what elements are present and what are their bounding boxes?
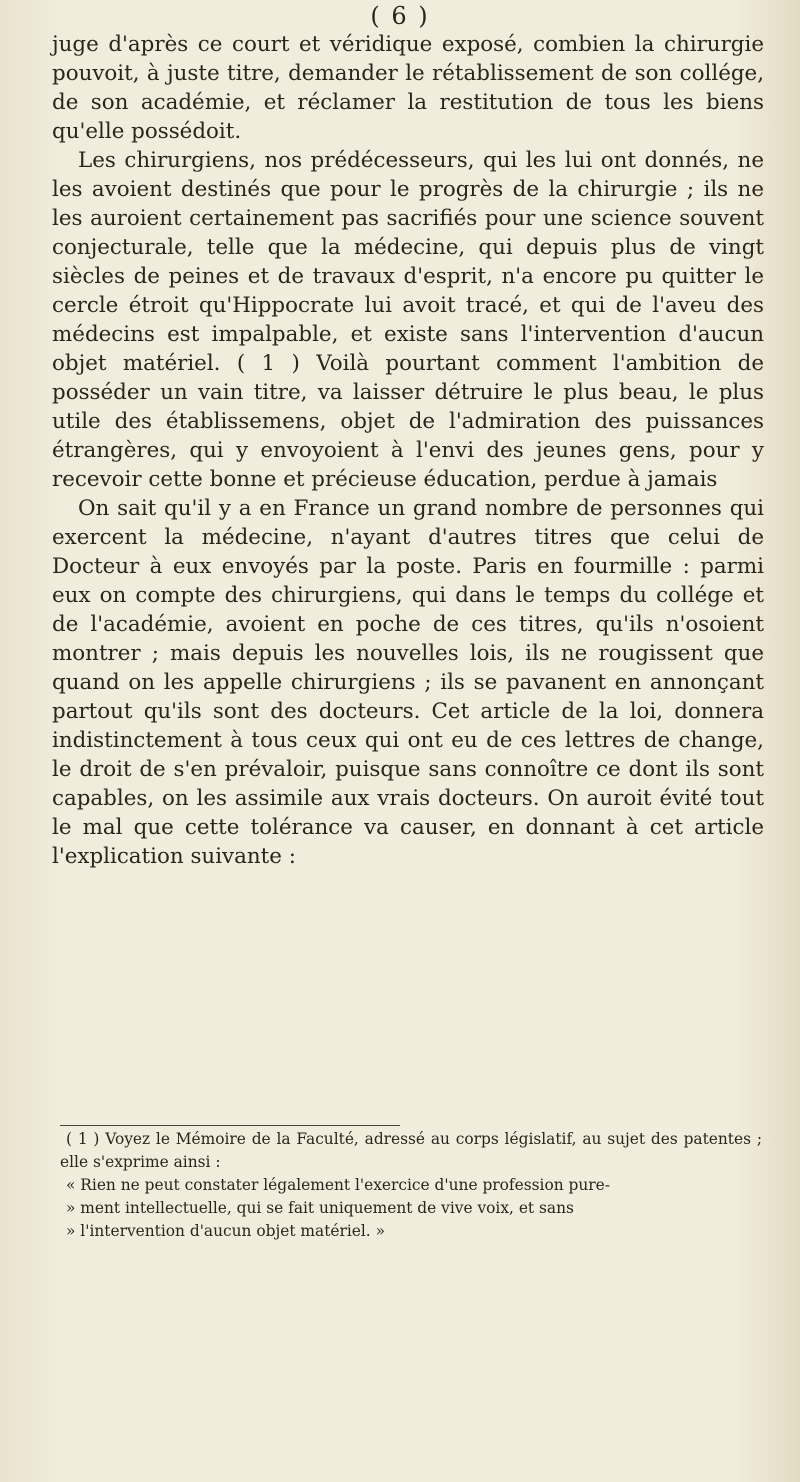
footnote-quote-line: » ment intellectuelle, qui se fait uniquement de vive voix, et sans: [66, 1199, 574, 1217]
footnote: [60, 1128, 762, 1243]
footnote-quote-line: « Rien ne peut constater légalement l'exercice d'une profession pure-: [66, 1176, 610, 1194]
footnote-intro: ( 1 ) Voyez le Mémoire de la Faculté, adressé au corps législatif, au sujet des patentes ; elle s'exprime ainsi :: [60, 1130, 762, 1171]
page-number: ( 6 ): [370, 2, 430, 30]
paragraph-1: juge d'après ce court et véridique exposé, combien la chirurgie pouvoit, à juste titre, demander le rétablissement de son collége, de son académie, et réclamer la restitution de tous les biens qu'elle possédoit.: [52, 32, 764, 144]
paragraph-2: Les chirurgiens, nos prédécesseurs, qui les lui ont donnés, ne les avoient destinés que pour le progrès de la chirurgie ; ils ne les auroient certainement pas sacrifiés pour une science souvent conjecturale, telle que la médecine, qui depuis plus de vingt siècles de peines et de travaux d'esprit, n'a encore pu quitter le cercle étroit qu'Hippocrate lui avoit tracé, et qui de l'aveu des médecins est impalpable, et existe sans l'intervention d'aucun objet matériel. ( 1 ) Voilà pourtant comment l'ambition de posséder un vain titre, va laisser détruire le plus beau, le plus utile des établissemens, objet de l'admiration des puissances étrangères, qui y envoyoient à l'envi des jeunes gens, pour y recevoir cette bonne et précieuse éducation, perdue à jamais: [52, 148, 764, 492]
footnote-separator: [60, 1125, 400, 1126]
main-text: [52, 30, 764, 871]
footnote-quote-line: » l'intervention d'aucun objet matériel. »: [66, 1222, 385, 1240]
paragraph-3: On sait qu'il y a en France un grand nombre de personnes qui exercent la médecine, n'ayant d'autres titres que celui de Docteur à eux envoyés par la poste. Paris en fourmille : parmi eux on compte des chirurgiens, qui dans le temps du collége et de l'académie, avoient en poche de ces titres, qu'ils n'osoient montrer ; mais depuis les nouvelles lois, ils ne rougissent que quand on les appelle chirurgiens ; ils se pavanent en annonçant partout qu'ils sont des docteurs. Cet article de la loi, donnera indistinctement à tous ceux qui ont eu de ces lettres de change, le droit de s'en prévaloir, puisque sans connoître ce dont ils sont capables, on les assimile aux vrais docteurs. On auroit évité tout le mal que cette tolérance va causer, en donnant à cet article l'explication suivante :: [52, 496, 764, 869]
